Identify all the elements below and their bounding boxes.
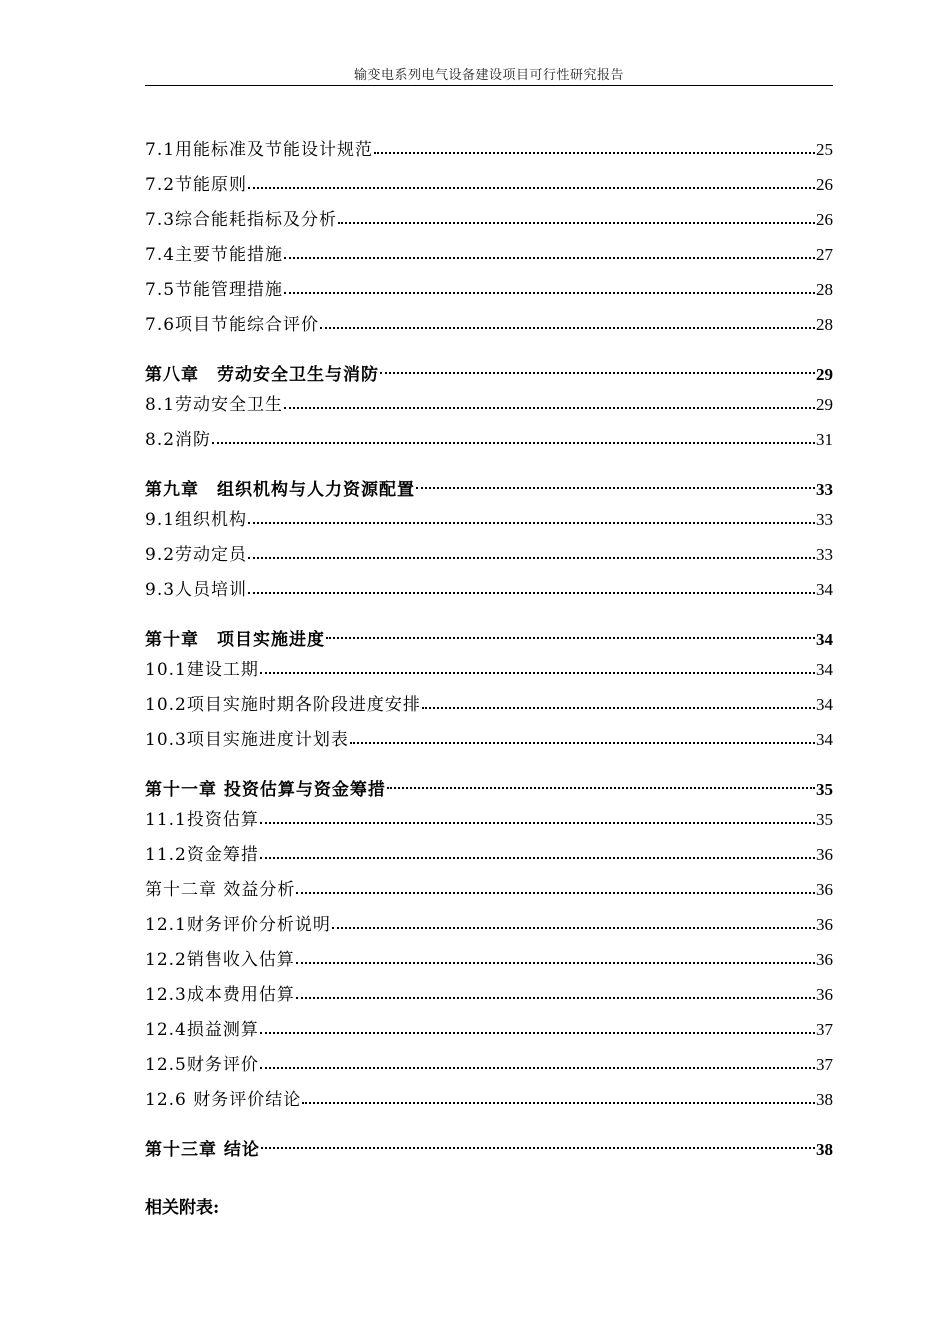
toc-entry-title: 第十章 项目实施进度 [145,630,325,650]
toc-entry-title: 11.2资金筹措 [145,845,259,865]
toc-entry[interactable] [145,687,833,722]
toc-entry-title: 第十二章 效益分析 [145,880,296,900]
dot-leader [296,890,815,894]
toc-entry[interactable] [145,572,833,607]
toc-page-number: 26 [816,210,833,229]
toc-entry-title: 11.1投资估算 [145,810,259,830]
dot-leader [338,220,815,224]
toc-page-number: 34 [816,580,833,599]
toc-entry-title: 8.2消防 [145,430,212,450]
toc-page-number: 25 [816,140,833,159]
toc-entry-title: 7.1用能标准及节能设计规范 [145,140,374,160]
toc-entry[interactable] [145,272,833,307]
dot-leader [350,740,815,744]
toc-page-number: 35 [816,810,833,829]
dot-leader [260,820,815,824]
dot-leader [422,705,815,709]
toc-page-number: 37 [816,1020,833,1039]
dot-leader [284,255,815,259]
toc-entry[interactable] [145,422,833,457]
toc-entry-title: 12.4损益测算 [145,1020,259,1040]
toc-entry-title: 7.6项目节能综合评价 [145,315,320,335]
toc-chapter-entry[interactable] [145,1117,833,1162]
dot-leader [296,995,815,999]
toc-page-number: 29 [816,365,833,384]
toc-page-number: 34 [816,630,833,649]
toc-entry-title: 第十一章 投资估算与资金筹措 [145,780,386,800]
dot-leader [260,1030,815,1034]
appendix-heading: 相关附表: [145,1198,220,1218]
toc-entry[interactable] [145,307,833,342]
toc-page-number: 38 [816,1090,833,1109]
toc-chapter-entry[interactable] [145,757,833,802]
toc-entry-title: 9.2劳动定员 [145,545,248,565]
dot-leader [248,555,815,559]
dot-leader [260,670,815,674]
toc-page-number: 33 [816,480,833,499]
toc-chapter-entry[interactable] [145,607,833,652]
dot-leader [260,1065,815,1069]
toc-page-number: 34 [816,730,833,749]
dot-leader [387,785,815,789]
toc-page-number: 36 [816,880,833,899]
toc-entry[interactable] [145,1082,833,1117]
dot-leader [248,520,815,524]
toc-page-number: 26 [816,175,833,194]
toc-entry[interactable] [145,237,833,272]
dot-leader [332,925,815,929]
toc-page-number: 29 [816,395,833,414]
toc-page-number: 36 [816,845,833,864]
toc-page-number: 31 [816,430,833,449]
toc-page-number: 35 [816,780,833,799]
dot-leader [416,485,815,489]
toc-entry[interactable] [145,872,833,907]
dot-leader [284,405,815,409]
toc-entry-title: 12.6 财务评价结论 [145,1090,302,1110]
toc-entry-title: 10.2项目实施时期各阶段进度安排 [145,695,421,715]
toc-entry-title: 第十三章 结论 [145,1140,260,1160]
toc-entry-title: 第八章 劳动安全卫生与消防 [145,365,379,385]
toc-entry[interactable] [145,202,833,237]
dot-leader [296,960,815,964]
toc-page-number: 28 [816,315,833,334]
toc-entry[interactable] [145,802,833,837]
dot-leader [261,1145,815,1149]
toc-entry[interactable] [145,837,833,872]
toc-page-number: 28 [816,280,833,299]
toc-entry-title: 10.3项目实施进度计划表 [145,730,349,750]
toc-entry[interactable] [145,537,833,572]
toc-page-number: 34 [816,660,833,679]
toc-entry[interactable] [145,387,833,422]
toc-entry-title: 7.5节能管理措施 [145,280,284,300]
toc-page-number: 36 [816,985,833,1004]
toc-entry-title: 8.1劳动安全卫生 [145,395,284,415]
toc-entry-title: 12.5财务评价 [145,1055,259,1075]
toc-page-number: 33 [816,545,833,564]
toc-entry-title: 10.1建设工期 [145,660,259,680]
toc-page-number: 27 [816,245,833,264]
dot-leader [380,370,815,374]
running-header: 输变电系列电气设备建设项目可行性研究报告 [353,68,624,83]
dot-leader [326,635,815,639]
toc-entry-title: 9.3人员培训 [145,580,248,600]
toc-entry-title: 12.3成本费用估算 [145,985,295,1005]
toc-entry-title: 12.1财务评价分析说明 [145,915,331,935]
toc-entry-title: 7.2节能原则 [145,175,248,195]
toc-entry-title: 7.3综合能耗指标及分析 [145,210,338,230]
toc-page-number: 33 [816,510,833,529]
toc-chapter-entry[interactable] [145,457,833,502]
toc-page-number: 34 [816,695,833,714]
dot-leader [248,590,815,594]
toc-entry[interactable] [145,907,833,942]
toc-page-number: 36 [816,915,833,934]
toc-entry[interactable] [145,1012,833,1047]
dot-leader [212,440,815,444]
dot-leader [260,855,815,859]
toc-entry-title: 12.2销售收入估算 [145,950,295,970]
toc-entry[interactable] [145,1047,833,1082]
dot-leader [284,290,815,294]
toc-entry[interactable] [145,977,833,1012]
toc-page-number: 36 [816,950,833,969]
toc-entry[interactable] [145,132,833,167]
toc-page-number: 37 [816,1055,833,1074]
header-rule [145,85,833,86]
dot-leader [302,1100,815,1104]
toc-entry[interactable] [145,652,833,687]
toc-entry-title: 9.1组织机构 [145,510,248,530]
toc-chapter-entry[interactable] [145,342,833,387]
dot-leader [248,185,815,189]
toc-entry[interactable] [145,722,833,757]
toc-entry-title: 7.4主要节能措施 [145,245,284,265]
dot-leader [320,325,815,329]
toc-entry-title: 第九章 组织机构与人力资源配置 [145,480,415,500]
toc-entry[interactable] [145,942,833,977]
dot-leader [374,150,815,154]
table-of-contents [145,132,833,1162]
toc-page-number: 38 [816,1140,833,1159]
toc-entry[interactable] [145,167,833,202]
